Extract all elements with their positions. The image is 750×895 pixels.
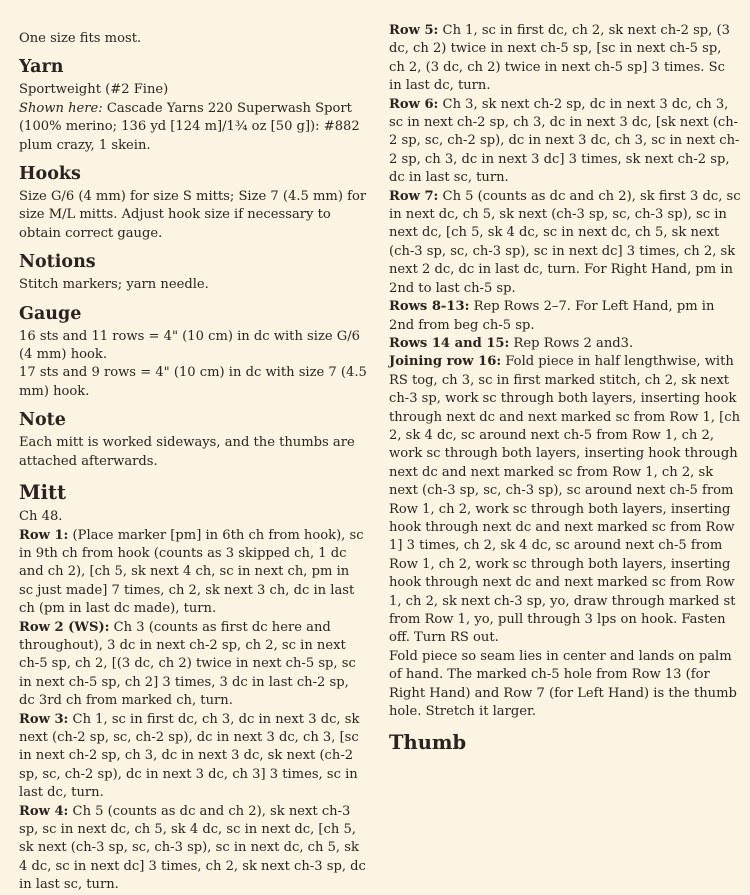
row-label: Joining row 16: — [389, 354, 502, 370]
rows-8-13 — [389, 298, 741, 335]
right-column — [389, 22, 741, 758]
rows-14-15 — [389, 335, 741, 353]
row-text: Fold piece in half lengthwise, with RS tog, ch 3, sc in first marked stitch, ch 2, sk next ch-3 sp, work sc through both layers, inserting hook through next dc and next marked sc from Row 1, [ch 2, sk 4 dc, sc around next ch-5 from Row 1, ch 2, work sc through both layers, inserting hook through next dc and next marked sc from Row 1, ch 2, sk next (ch-3 sp, sc, ch-3 sp), sc around next ch-5 from Row 1, ch 2, work sc through both layers, inserting hook through next dc and next marked sc from Row 1] 3 times, ch 2, sk 4 dc, sc around next ch-5 from Row 1, ch 2, work sc through both layers, inserting hook through next dc and next marked sc from Row 1, ch 2, sk next ch-3 sp, yo, draw through marked st from Row 1, yo, pull through 3 lps on hook. Fasten off. Turn RS out. — [389, 354, 741, 646]
intro-text: One size fits most. — [19, 31, 142, 46]
row-label: Rows 14 and 15: — [389, 335, 510, 351]
row-4 — [19, 803, 367, 895]
left-column — [19, 30, 367, 895]
row-1 — [19, 527, 367, 619]
notions-text: Stitch markers; yarn needle. — [19, 277, 209, 293]
row-text: Ch 1, sc in first dc, ch 3, dc in next 3 dc, sk next (ch-2 sp, sc, ch-2 sp), dc in next 3 dc, ch 3, [sc in next ch-2 sp, ch 3, dc in next 3 dc, sk next (ch-2 sp, sc, ch-2 sp), dc in next 3 dc, ch 3] 3 times, sc in last dc, turn. — [19, 711, 360, 801]
row-text: Ch 1, sc in first dc, ch 2, sk next ch-2 sp, (3 dc, ch 2) twice in next ch-5 sp, [sc in next ch-5 sp, ch 2, (3 dc, ch 2) twice in next ch-5 sp] 3 times. Sc in last dc, turn. — [389, 23, 730, 94]
row-text: Ch 3, sk next ch-2 sp, dc in next 3 dc, ch 3, sc in next ch-2 sp, ch 3, dc in next 3 dc, [sk next (ch-2 sp, sc, ch-2 sp), dc in next 3 dc, ch 3, sc in next ch-2 sp, ch 3, dc in next 3 dc] 3 times, sk next ch-2 sp, dc in last sc, turn. — [389, 96, 740, 186]
shown-here-label: Shown here: — [19, 100, 103, 116]
row-label: Row 3: — [19, 711, 69, 727]
hooks-heading: Hooks — [19, 164, 81, 185]
joining-row-16 — [389, 353, 741, 648]
row-label: Rows 8-13: — [389, 299, 470, 315]
row-text: (Place marker [pm] in 6th ch from hook), sc in 9th ch from hook (counts as 3 skipped ch, 1 dc and ch 2), [ch 5, sk next 4 ch, sc in next ch, pm in sc just made] 7 times, ch 2, sk next 3 ch, dc in last ch (pm in last dc made), turn. — [19, 527, 364, 617]
fold-instructions: Fold piece so seam lies in center and lands on palm of hand. The marked ch-5 hole from Row 13 (for Right Hand) and Row 7 (for Left Hand) is the thumb hole. Stretch it larger. — [389, 648, 737, 720]
mitt-heading: Mitt — [19, 481, 67, 505]
gauge-line-1: 16 sts and 11 rows = 4" (10 cm) in dc with size G/6 (4 mm) hook. — [19, 328, 360, 363]
row-7 — [389, 188, 741, 298]
mitt-chain: Ch 48. — [19, 509, 63, 525]
notions-heading: Notions — [19, 252, 96, 273]
row-label: Row 1: — [19, 527, 69, 543]
gauge-heading: Gauge — [19, 303, 82, 324]
row-label: Row 5: — [389, 23, 439, 38]
note-heading: Note — [19, 410, 66, 431]
row-label: Row 6: — [389, 96, 439, 112]
note-text: Each mitt is worked sideways, and the thumbs are attached afterwards. — [19, 435, 355, 469]
row-label: Row 2 (WS): — [19, 619, 110, 635]
hooks-text: Size G/6 (4 mm) for size S mitts; Size 7 (4.5 mm) for size M/L mitts. Adjust hook size if necessary to obtain correct gauge. — [19, 189, 367, 241]
row-text: Rep Rows 2–7. For Left Hand, pm in 2nd from beg ch-5 sp. — [389, 299, 715, 333]
row-2 — [19, 619, 367, 711]
yarn-heading: Yarn — [19, 57, 64, 78]
shown-here-text: Cascade Yarns 220 Superwash Sport (100% merino; 136 yd [124 m]/1¾ oz [50 g]): #882 plum crazy, 1 skein. — [19, 100, 360, 153]
row-label: Row 7: — [389, 188, 439, 204]
thumb-heading: Thumb — [389, 731, 467, 755]
yarn-weight: Sportweight (#2 Fine) — [19, 82, 169, 98]
row-text: Rep Rows 2 and3. — [509, 335, 634, 351]
row-text: Ch 5 (counts as dc and ch 2), sk first 3 dc, sc in next dc, ch 5, sk next (ch-3 sp, sc, ch-3 sp), sc in next dc, [ch 5, sk 4 dc, sc in next dc, ch 5, sk next (ch-3 sp, sc, ch-3 sp), sc in next dc] 3 times, ch 2, sk next 2 dc, dc in last dc, turn. For Right Hand, pm in 2nd to last ch-5 sp. — [389, 188, 741, 296]
row-3 — [19, 711, 367, 803]
row-text: Ch 5 (counts as dc and ch 2), sk next ch-3 sp, sc in next dc, ch 5, sk 4 dc, sc in next dc, [ch 5, sk next (ch-3 sp, sc, ch-3 sp), sc in next dc, ch 5, sk 4 dc, sc in next dc] 3 times, ch 2, sk next ch-3 sp, dc in last sc, turn. — [19, 803, 366, 893]
gauge-line-2: 17 sts and 9 rows = 4" (10 cm) in dc with size 7 (4.5 mm) hook. — [19, 365, 367, 399]
row-6 — [389, 96, 741, 188]
row-label: Row 4: — [19, 803, 69, 819]
yarn-shown-here — [19, 100, 367, 155]
row-5 — [389, 22, 741, 96]
row-text: Ch 3 (counts as first dc here and throughout), 3 dc in next ch-2 sp, ch 2, sc in next ch-5 sp, ch 2, [(3 dc, ch 2) twice in next ch-5 sp, sc in next ch-5 sp, ch 2] 3 times, 3 dc in last ch-2 sp, dc 3rd ch from marked ch, turn. — [19, 619, 356, 709]
